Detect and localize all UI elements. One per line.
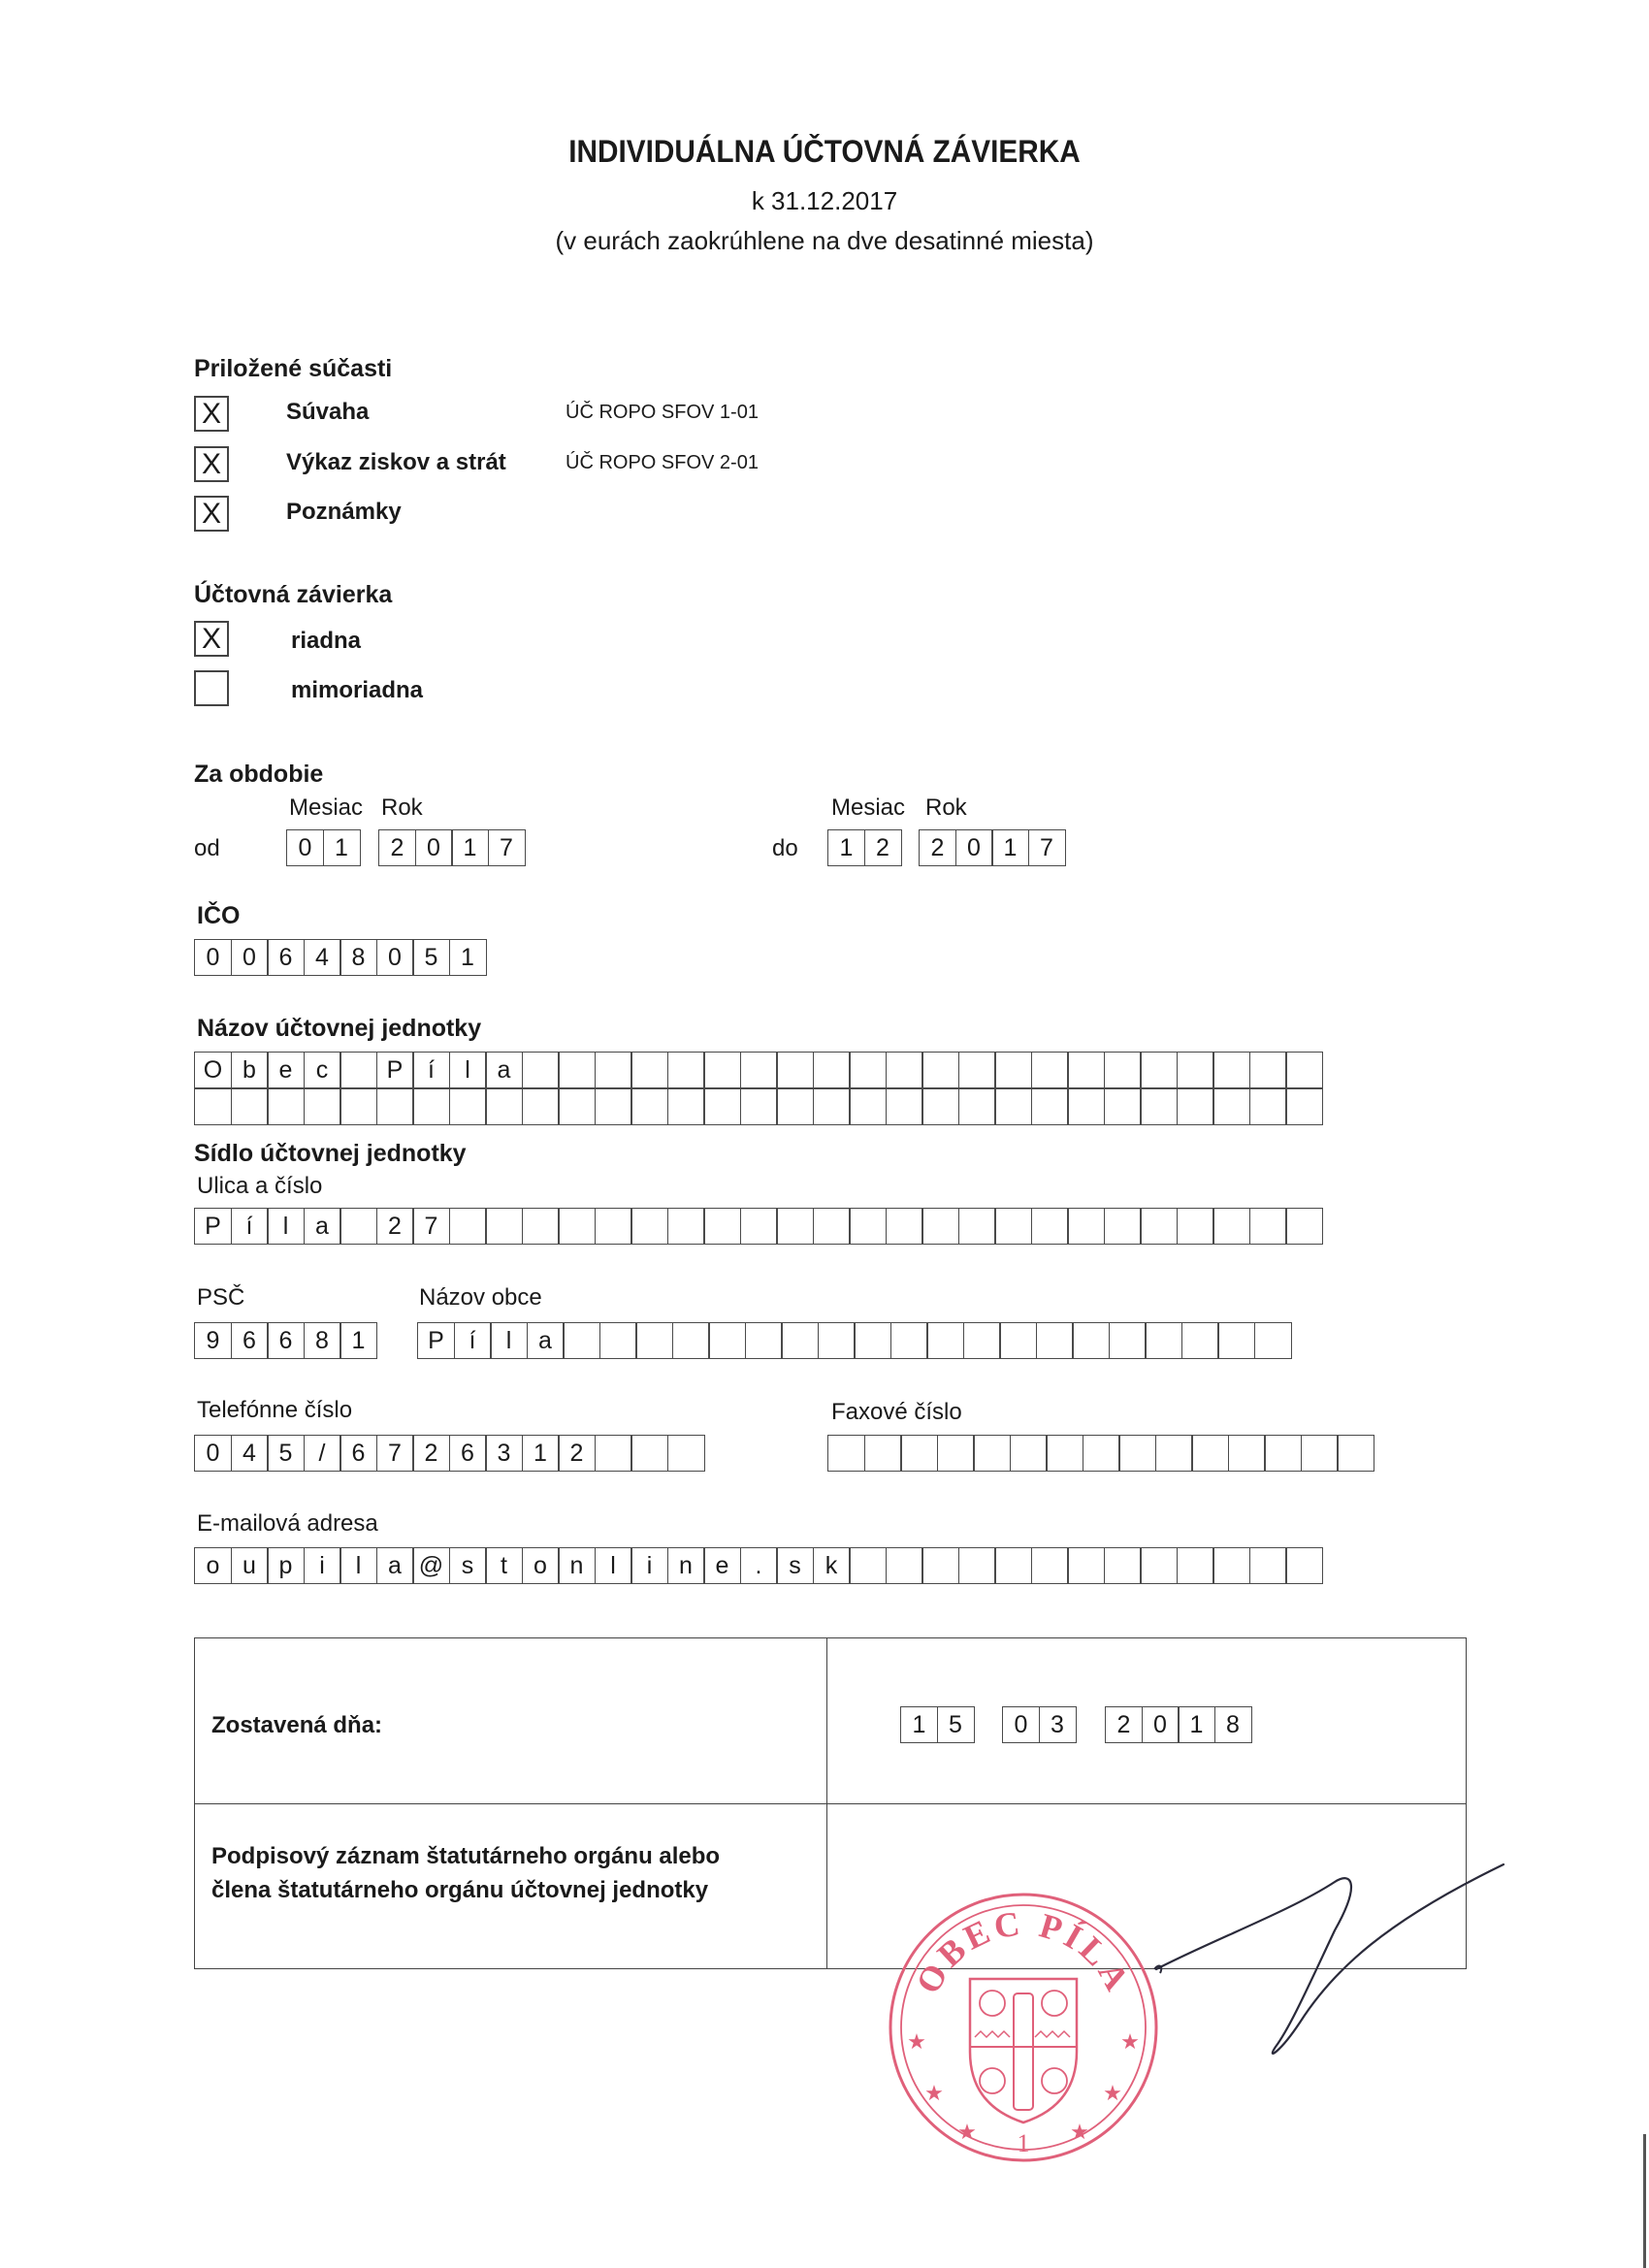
char-cell[interactable] [1067, 1547, 1105, 1584]
compiled-month-cells[interactable] [1002, 1706, 1077, 1743]
document-title: INDIVIDUÁLNA ÚČTOVNÁ ZÁVIERKA [568, 134, 1081, 169]
char-cell[interactable]: 8 [304, 1322, 341, 1359]
char-cell[interactable]: 1 [451, 829, 489, 866]
char-cell[interactable]: l [340, 1547, 377, 1584]
char-cell[interactable] [849, 1052, 887, 1088]
char-cell[interactable]: 2 [378, 829, 416, 866]
char-cell[interactable] [1140, 1088, 1178, 1125]
flower-icon [1042, 2068, 1067, 2093]
phone-label: Telefónne číslo [197, 1397, 353, 1423]
signature-label-line1: Podpisový záznam štatutárneho orgánu alebo [211, 1843, 721, 1869]
char-cell[interactable]: 0 [231, 939, 269, 976]
from-month-cells[interactable] [286, 829, 361, 866]
char-cell[interactable] [1264, 1435, 1302, 1472]
scan-edge-mark [1643, 2134, 1646, 2268]
char-cell[interactable]: 2 [1105, 1706, 1143, 1743]
label-riadna: riadna [291, 628, 362, 654]
char-cell[interactable] [595, 1088, 632, 1125]
char-cell[interactable] [1031, 1208, 1069, 1245]
char-cell[interactable]: o [194, 1547, 232, 1584]
char-cell[interactable] [886, 1547, 923, 1584]
char-cell[interactable]: 2 [919, 829, 956, 866]
char-cell[interactable] [1031, 1547, 1069, 1584]
label-suvaha: Súvaha [286, 399, 370, 425]
char-cell[interactable]: 6 [231, 1322, 269, 1359]
from-year-label: Rok [381, 794, 423, 821]
char-cell[interactable] [703, 1208, 741, 1245]
ico-heading: IČO [197, 902, 241, 929]
char-cell[interactable] [813, 1208, 851, 1245]
star-icon: ★ [924, 2081, 944, 2105]
char-cell[interactable] [485, 1088, 523, 1125]
char-cell[interactable] [1067, 1052, 1105, 1088]
char-cell[interactable]: 2 [376, 1208, 414, 1245]
char-cell[interactable]: n [667, 1547, 705, 1584]
char-cell[interactable] [630, 1435, 668, 1472]
char-cell[interactable] [1031, 1052, 1069, 1088]
char-cell[interactable]: 1 [449, 939, 487, 976]
char-cell[interactable]: @ [412, 1547, 450, 1584]
char-cell[interactable] [340, 1052, 377, 1088]
char-cell[interactable] [864, 1435, 902, 1472]
document-note: (v eurách zaokrúhlene na dve desatinné miesta) [555, 226, 1094, 255]
char-cell[interactable] [1212, 1088, 1250, 1125]
char-cell[interactable] [1177, 1208, 1214, 1245]
town-label: Názov obce [419, 1284, 542, 1311]
char-cell[interactable]: t [485, 1547, 523, 1584]
char-cell[interactable] [412, 1088, 450, 1125]
char-cell[interactable] [635, 1322, 673, 1359]
char-cell[interactable] [1177, 1088, 1214, 1125]
char-cell[interactable] [890, 1322, 928, 1359]
char-cell[interactable] [1254, 1322, 1292, 1359]
town-cells[interactable] [417, 1322, 1292, 1359]
char-cell[interactable] [1212, 1052, 1250, 1088]
char-cell[interactable]: 0 [194, 1435, 232, 1472]
char-cell[interactable] [922, 1208, 959, 1245]
char-cell[interactable]: a [527, 1322, 565, 1359]
char-cell[interactable] [963, 1322, 1001, 1359]
char-cell[interactable] [1031, 1088, 1069, 1125]
char-cell[interactable]: a [485, 1052, 523, 1088]
char-cell[interactable]: k [813, 1547, 851, 1584]
char-cell[interactable] [1118, 1435, 1156, 1472]
char-cell[interactable] [449, 1208, 487, 1245]
fax-label: Faxové číslo [831, 1399, 962, 1425]
char-cell[interactable]: í [231, 1208, 269, 1245]
label-mimoriadna: mimoriadna [291, 677, 424, 703]
to-label: do [772, 835, 798, 861]
char-cell[interactable] [1155, 1435, 1193, 1472]
char-cell[interactable] [900, 1435, 938, 1472]
char-cell[interactable]: P [194, 1208, 232, 1245]
from-label: od [194, 835, 220, 861]
char-cell[interactable] [886, 1052, 923, 1088]
email-label: E-mailová adresa [197, 1510, 378, 1537]
email-cells[interactable] [194, 1547, 1323, 1584]
char-cell[interactable] [1140, 1208, 1178, 1245]
char-cell[interactable]: s [776, 1547, 814, 1584]
char-cell[interactable]: 1 [340, 1322, 377, 1359]
char-cell[interactable] [818, 1322, 856, 1359]
char-cell[interactable] [849, 1208, 887, 1245]
to-year-cells[interactable] [919, 829, 1066, 866]
char-cell[interactable] [1177, 1052, 1214, 1088]
char-cell[interactable]: 0 [1002, 1706, 1040, 1743]
char-cell[interactable] [776, 1088, 814, 1125]
char-cell[interactable] [922, 1547, 959, 1584]
compiled-label: Zostavená dňa: [211, 1712, 383, 1738]
char-cell[interactable]: 7 [412, 1208, 450, 1245]
char-cell[interactable]: 2 [558, 1435, 596, 1472]
char-cell[interactable] [522, 1208, 560, 1245]
char-cell[interactable]: 6 [267, 1322, 305, 1359]
flower-icon [1042, 1991, 1067, 2016]
char-cell[interactable]: 0 [376, 939, 414, 976]
char-cell[interactable] [449, 1088, 487, 1125]
star-icon: ★ [907, 2029, 926, 2054]
char-cell[interactable] [1104, 1208, 1142, 1245]
char-cell[interactable] [958, 1208, 996, 1245]
char-cell[interactable]: e [267, 1052, 305, 1088]
char-cell[interactable]: 1 [522, 1435, 560, 1472]
char-cell[interactable] [740, 1088, 778, 1125]
char-cell[interactable]: l [490, 1322, 528, 1359]
char-cell[interactable]: P [417, 1322, 455, 1359]
char-cell[interactable]: e [703, 1547, 741, 1584]
street-cells[interactable] [194, 1208, 1323, 1245]
char-cell[interactable]: 3 [485, 1435, 523, 1472]
checkbox-poznamky[interactable]: X [194, 496, 229, 532]
checkbox-riadna[interactable]: X [194, 621, 229, 657]
char-cell[interactable]: i [630, 1547, 668, 1584]
label-vykaz: Výkaz ziskov a strát [286, 449, 506, 475]
char-cell[interactable]: 7 [1028, 829, 1066, 866]
char-cell[interactable] [1285, 1088, 1323, 1125]
char-cell[interactable]: b [231, 1052, 269, 1088]
char-cell[interactable] [595, 1435, 632, 1472]
code-suvaha: ÚČ ROPO SFOV 1-01 [566, 402, 759, 423]
char-cell[interactable] [854, 1322, 891, 1359]
char-cell[interactable]: l [267, 1208, 305, 1245]
char-cell[interactable] [827, 1435, 865, 1472]
char-cell[interactable] [1217, 1322, 1255, 1359]
char-cell[interactable] [1249, 1052, 1287, 1088]
char-cell[interactable] [703, 1088, 741, 1125]
char-cell[interactable] [886, 1088, 923, 1125]
char-cell[interactable] [558, 1052, 596, 1088]
char-cell[interactable]: 5 [937, 1706, 975, 1743]
seat-heading: Sídlo účtovnej jednotky [194, 1140, 467, 1167]
char-cell[interactable]: o [522, 1547, 560, 1584]
char-cell[interactable] [485, 1208, 523, 1245]
char-cell[interactable] [672, 1322, 710, 1359]
psc-label: PSČ [197, 1284, 245, 1311]
char-cell[interactable] [1104, 1547, 1142, 1584]
char-cell[interactable] [1109, 1322, 1147, 1359]
to-month-label: Mesiac [831, 794, 906, 821]
char-cell[interactable] [922, 1088, 959, 1125]
char-cell[interactable]: 1 [827, 829, 865, 866]
char-cell[interactable]: 1 [991, 829, 1029, 866]
char-cell[interactable] [1145, 1322, 1182, 1359]
char-cell[interactable] [304, 1088, 341, 1125]
char-cell[interactable] [1177, 1547, 1214, 1584]
char-cell[interactable]: 5 [412, 939, 450, 976]
char-cell[interactable] [1104, 1052, 1142, 1088]
char-cell[interactable] [781, 1322, 819, 1359]
char-cell[interactable] [740, 1052, 778, 1088]
char-cell[interactable] [340, 1208, 377, 1245]
char-cell[interactable] [813, 1088, 851, 1125]
char-cell[interactable] [1140, 1052, 1178, 1088]
star-icon: ★ [1070, 2120, 1089, 2144]
char-cell[interactable] [667, 1052, 705, 1088]
char-cell[interactable]: O [194, 1052, 232, 1088]
signature-label-line2: člena štatutárneho orgánu účtovnej jednotky [211, 1877, 709, 1903]
char-cell[interactable]: 0 [286, 829, 324, 866]
char-cell[interactable] [667, 1435, 705, 1472]
char-cell[interactable] [667, 1208, 705, 1245]
from-month-label: Mesiac [289, 794, 364, 821]
char-cell[interactable]: n [558, 1547, 596, 1584]
char-cell[interactable] [999, 1322, 1037, 1359]
from-year-cells[interactable] [378, 829, 526, 866]
char-cell[interactable]: 4 [231, 1435, 269, 1472]
char-cell[interactable] [267, 1088, 305, 1125]
char-cell[interactable] [1212, 1547, 1250, 1584]
char-cell[interactable]: . [740, 1547, 778, 1584]
checkbox-mimoriadna[interactable] [194, 670, 229, 706]
char-cell[interactable]: 3 [1039, 1706, 1077, 1743]
char-cell[interactable] [630, 1088, 668, 1125]
char-cell[interactable]: 9 [194, 1322, 232, 1359]
char-cell[interactable] [599, 1322, 637, 1359]
char-cell[interactable]: l [595, 1547, 632, 1584]
table-divider-horizontal [194, 1803, 1467, 1804]
char-cell[interactable]: s [449, 1547, 487, 1584]
char-cell[interactable] [958, 1088, 996, 1125]
char-cell[interactable] [958, 1547, 996, 1584]
char-cell[interactable]: c [304, 1052, 341, 1088]
char-cell[interactable] [708, 1322, 746, 1359]
char-cell[interactable] [937, 1435, 975, 1472]
char-cell[interactable] [958, 1052, 996, 1088]
char-cell[interactable] [1285, 1052, 1323, 1088]
char-cell[interactable] [740, 1208, 778, 1245]
char-cell[interactable] [745, 1322, 783, 1359]
char-cell[interactable]: 5 [267, 1435, 305, 1472]
char-cell[interactable]: / [304, 1435, 341, 1472]
char-cell[interactable]: P [376, 1052, 414, 1088]
char-cell[interactable] [1072, 1322, 1110, 1359]
char-cell[interactable]: i [304, 1547, 341, 1584]
char-cell[interactable] [376, 1088, 414, 1125]
char-cell[interactable] [194, 1088, 232, 1125]
char-cell[interactable]: 7 [376, 1435, 414, 1472]
char-cell[interactable] [973, 1435, 1011, 1472]
char-cell[interactable] [1036, 1322, 1074, 1359]
handwritten-signature [1145, 1843, 1513, 2095]
stamp-number: 1 [1017, 2129, 1030, 2157]
period-heading: Za obdobie [194, 761, 324, 788]
char-cell[interactable]: l [449, 1052, 487, 1088]
char-cell[interactable]: 0 [415, 829, 453, 866]
char-cell[interactable] [1228, 1435, 1266, 1472]
char-cell[interactable] [630, 1208, 668, 1245]
stamp-text: OBEC PÍLA [908, 1903, 1139, 2000]
to-month-cells[interactable] [827, 829, 902, 866]
char-cell[interactable] [630, 1052, 668, 1088]
coat-of-arms-shield-icon [970, 1979, 1077, 2122]
char-cell[interactable] [1249, 1547, 1287, 1584]
char-cell[interactable]: 8 [340, 939, 377, 976]
char-cell[interactable]: 2 [864, 829, 902, 866]
char-cell[interactable]: 0 [955, 829, 993, 866]
char-cell[interactable] [595, 1208, 632, 1245]
star-icon: ★ [1103, 2081, 1122, 2105]
char-cell[interactable] [1191, 1435, 1229, 1472]
fax-cells[interactable] [827, 1435, 1374, 1472]
char-cell[interactable] [1067, 1208, 1105, 1245]
unit-name-row1[interactable] [194, 1052, 1323, 1088]
char-cell[interactable] [1140, 1547, 1178, 1584]
char-cell[interactable]: í [454, 1322, 492, 1359]
char-cell[interactable] [703, 1052, 741, 1088]
char-cell[interactable] [1212, 1208, 1250, 1245]
char-cell[interactable] [1010, 1435, 1048, 1472]
label-poznamky: Poznámky [286, 499, 402, 525]
char-cell[interactable] [1067, 1088, 1105, 1125]
char-cell[interactable]: 0 [194, 939, 232, 976]
saw-blade-icon [1014, 1993, 1033, 2110]
char-cell[interactable] [1285, 1547, 1323, 1584]
char-cell[interactable] [595, 1052, 632, 1088]
char-cell[interactable] [1337, 1435, 1374, 1472]
char-cell[interactable] [558, 1208, 596, 1245]
char-cell[interactable] [522, 1088, 560, 1125]
ico-cells[interactable] [194, 939, 487, 976]
char-cell[interactable] [667, 1088, 705, 1125]
document-date: k 31.12.2017 [751, 186, 898, 215]
char-cell[interactable] [1249, 1208, 1287, 1245]
statement-type-heading: Účtovná závierka [194, 581, 393, 608]
char-cell[interactable] [1046, 1435, 1083, 1472]
street-label: Ulica a číslo [197, 1173, 323, 1199]
char-cell[interactable]: 6 [449, 1435, 487, 1472]
flower-icon [980, 2068, 1005, 2093]
char-cell[interactable] [886, 1208, 923, 1245]
char-cell[interactable] [994, 1208, 1032, 1245]
char-cell[interactable]: p [267, 1547, 305, 1584]
char-cell[interactable] [813, 1052, 851, 1088]
char-cell[interactable]: 6 [340, 1435, 377, 1472]
char-cell[interactable]: a [376, 1547, 414, 1584]
char-cell[interactable]: u [231, 1547, 269, 1584]
checkbox-suvaha[interactable]: X [194, 396, 229, 432]
char-cell[interactable] [1083, 1435, 1120, 1472]
char-cell[interactable] [849, 1547, 887, 1584]
char-cell[interactable] [1104, 1088, 1142, 1125]
char-cell[interactable] [776, 1052, 814, 1088]
psc-cells[interactable] [194, 1322, 377, 1359]
unit-name-heading: Názov účtovnej jednotky [197, 1015, 482, 1042]
flower-icon [980, 1991, 1005, 2016]
compiled-year-cells[interactable] [1105, 1706, 1252, 1743]
char-cell[interactable]: 8 [1214, 1706, 1252, 1743]
code-vykaz: ÚČ ROPO SFOV 2-01 [566, 452, 759, 473]
to-year-label: Rok [925, 794, 967, 821]
char-cell[interactable] [994, 1547, 1032, 1584]
char-cell[interactable] [926, 1322, 964, 1359]
checkbox-vykaz[interactable]: X [194, 446, 229, 482]
char-cell[interactable] [231, 1088, 269, 1125]
char-cell[interactable] [340, 1088, 377, 1125]
char-cell[interactable] [563, 1322, 600, 1359]
char-cell[interactable] [1301, 1435, 1339, 1472]
char-cell[interactable] [994, 1088, 1032, 1125]
char-cell[interactable] [522, 1052, 560, 1088]
char-cell[interactable]: 7 [488, 829, 526, 866]
char-cell[interactable] [776, 1208, 814, 1245]
char-cell[interactable] [849, 1088, 887, 1125]
char-cell[interactable]: 2 [412, 1435, 450, 1472]
char-cell[interactable]: 6 [267, 939, 305, 976]
char-cell[interactable] [558, 1088, 596, 1125]
char-cell[interactable] [1249, 1088, 1287, 1125]
char-cell[interactable] [1181, 1322, 1219, 1359]
attachments-heading: Priložené súčasti [194, 355, 393, 382]
char-cell[interactable] [922, 1052, 959, 1088]
compiled-day-cells[interactable] [900, 1706, 975, 1743]
phone-cells[interactable] [194, 1435, 705, 1472]
svg-text:OBEC PÍLA [908, 1903, 1138, 1999]
char-cell[interactable]: 1 [1178, 1706, 1215, 1743]
char-cell[interactable]: 1 [900, 1706, 938, 1743]
char-cell[interactable] [1285, 1208, 1323, 1245]
char-cell[interactable]: 0 [1142, 1706, 1180, 1743]
char-cell[interactable]: a [304, 1208, 341, 1245]
char-cell[interactable] [994, 1052, 1032, 1088]
char-cell[interactable]: 1 [323, 829, 361, 866]
unit-name-row2[interactable] [194, 1088, 1323, 1125]
star-icon: ★ [957, 2120, 977, 2144]
char-cell[interactable]: 4 [304, 939, 341, 976]
official-stamp [878, 1882, 1169, 2173]
star-icon: ★ [1120, 2029, 1140, 2054]
char-cell[interactable]: í [412, 1052, 450, 1088]
